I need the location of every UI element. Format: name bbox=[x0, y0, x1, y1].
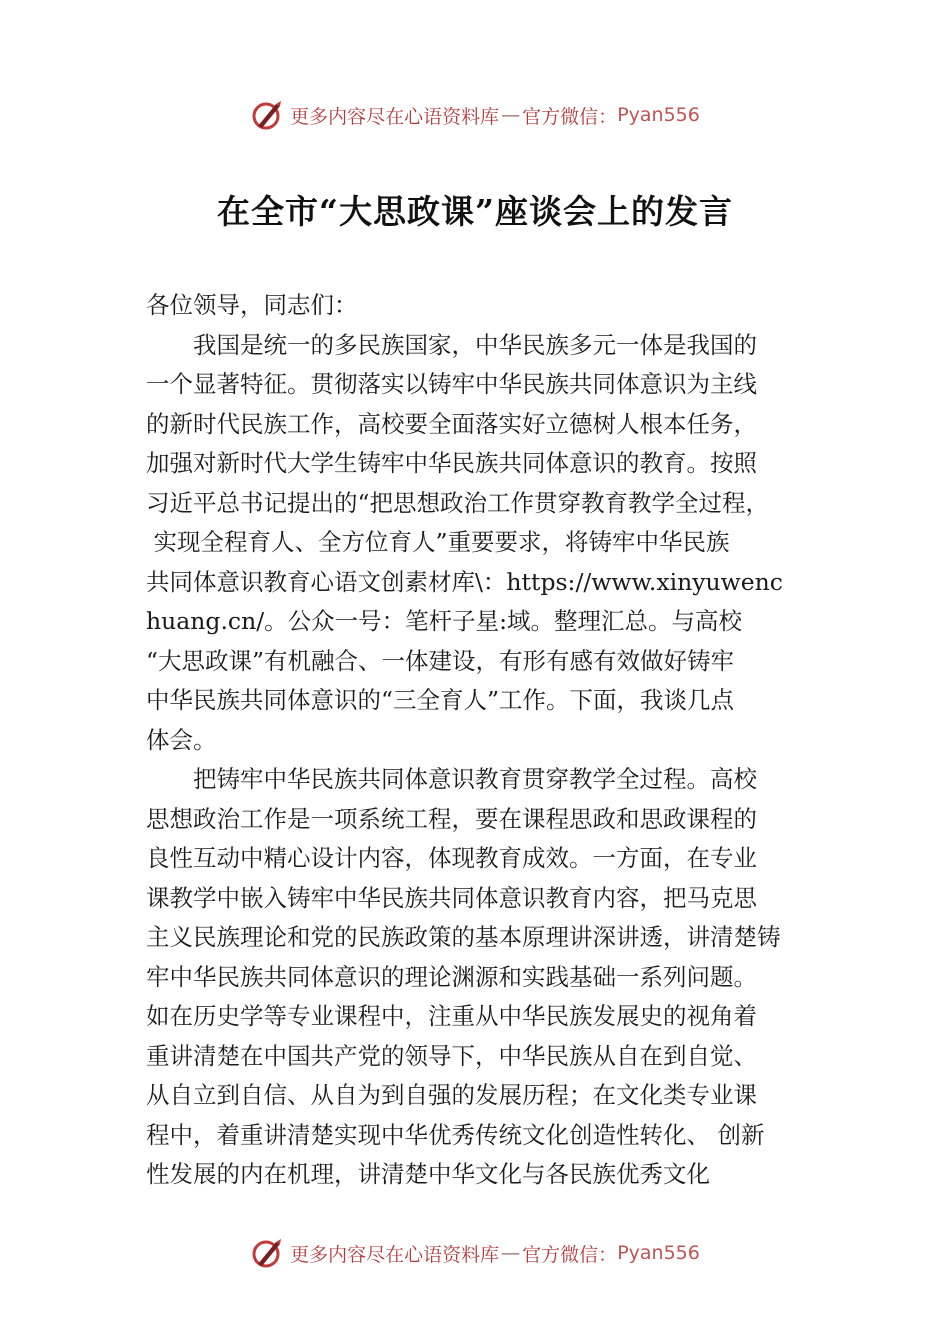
paragraph-line: huang.cn/。公众一号：笔杆子星:域。整理汇总。与高校 bbox=[146, 607, 743, 635]
paragraph-line: 从自立到自信、从自为到自强的发展历程；在文化类专业课 bbox=[146, 1081, 757, 1109]
quill-logo-icon bbox=[250, 1236, 284, 1270]
paragraph-line: 思想政治工作是一项系统工程，要在课程思政和思政课程的 bbox=[146, 804, 757, 833]
paragraph-line: 习近平总书记提出的“把思想政治工作贯穿教育教学全过程， bbox=[146, 488, 770, 517]
paragraph-line: 程中，着重讲清楚实现中华优秀传统文化创造性转化、 创新 bbox=[146, 1120, 765, 1149]
salutation: 各位领导，同志们： bbox=[146, 291, 358, 319]
paragraph-line: 共同体意识教育心语文创素材库\：https://www.xinyuwenc bbox=[146, 567, 783, 596]
paragraph-line: 如在历史学等专业课程中，注重从中华民族发展史的视角着 bbox=[146, 1002, 757, 1030]
paragraph-line: 实现全程育人、全方位育人”重要要求，将铸牢中华民族 bbox=[146, 528, 730, 556]
banner-dash: — bbox=[501, 1242, 521, 1264]
banner-label: 官方微信： bbox=[522, 105, 618, 128]
paragraph-line: 良性互动中精心设计内容，体现教育成效。一方面，在专业 bbox=[146, 844, 757, 872]
paragraph-1 bbox=[146, 326, 826, 761]
quill-logo-icon bbox=[250, 98, 284, 132]
paragraph-line: 体会。 bbox=[146, 725, 217, 754]
page-title: 在全市“大思政课”座谈会上的发言 bbox=[217, 192, 733, 231]
banner-label: 官方微信： bbox=[522, 1243, 618, 1266]
banner-brand: 更多内容尽在心语资料库 bbox=[290, 105, 500, 128]
paragraph-line: 我国是统一的多民族国家，中华民族多元一体是我国的 bbox=[193, 330, 757, 359]
paragraph-line: 性发展的内在机理，讲清楚中华文化与各民族优秀文化 bbox=[146, 1160, 710, 1188]
paragraph-line: “大思政课”有机融合、一体建设，有形有感有效做好铸牢 bbox=[146, 646, 735, 675]
document-body bbox=[146, 286, 826, 1195]
paragraph-line: 中华民族共同体意识的“三全育人”工作。下面，我谈几点 bbox=[146, 686, 735, 714]
paragraph-2 bbox=[146, 760, 826, 1195]
banner-brand: 更多内容尽在心语资料库 bbox=[290, 1243, 500, 1266]
header-watermark-banner bbox=[0, 95, 950, 135]
banner-dash: — bbox=[501, 104, 521, 126]
paragraph-line: 的新时代民族工作，高校要全面落实好立德树人根本任务， bbox=[146, 409, 757, 438]
paragraph-line: 一个显著特征。贯彻落实以铸牢中华民族共同体意识为主线 bbox=[146, 370, 757, 398]
paragraph-line: 重讲清楚在中国共产党的领导下，中华民族从自在到自觉、 bbox=[146, 1041, 757, 1070]
paragraph-line: 把铸牢中华民族共同体意识教育贯穿教学全过程。高校 bbox=[193, 765, 757, 793]
paragraph-line: 课教学中嵌入铸牢中华民族共同体意识教育内容，把马克思 bbox=[146, 883, 757, 912]
footer-watermark-banner bbox=[0, 1233, 950, 1273]
paragraph-line: 加强对新时代大学生铸牢中华民族共同体意识的教育。按照 bbox=[146, 449, 757, 477]
paragraph-line: 牢中华民族共同体意识的理论渊源和实践基础一系列问题。 bbox=[146, 962, 757, 991]
banner-wechat-handle: Pyan556 bbox=[617, 1242, 700, 1264]
paragraph-line: 主义民族理论和党的民族政策的基本原理讲深讲透，讲清楚铸 bbox=[146, 923, 781, 951]
banner-wechat-handle: Pyan556 bbox=[617, 104, 700, 126]
